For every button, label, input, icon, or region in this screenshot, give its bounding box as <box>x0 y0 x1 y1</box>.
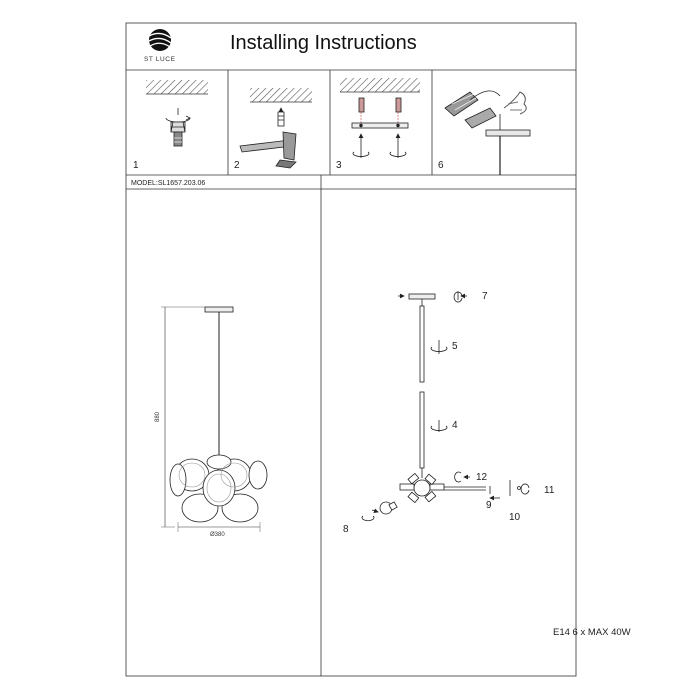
exploded-diagram <box>362 292 529 521</box>
part-label-10: 10 <box>509 512 521 523</box>
part-label-4: 4 <box>452 420 458 431</box>
step-1-panel <box>146 80 208 146</box>
assembled-lamp-diagram <box>161 307 267 532</box>
step-2-panel <box>240 88 312 168</box>
brand-name: ST LUCE <box>144 56 176 63</box>
bulb-icon <box>380 502 397 514</box>
screw-anchor-icon <box>359 98 401 112</box>
hammer-icon <box>240 132 296 168</box>
bulb-spec: E14 6 x MAX 40W <box>553 627 631 638</box>
frame <box>126 23 576 676</box>
part-label-9: 9 <box>486 500 492 511</box>
page-title: Installing Instructions <box>230 32 417 54</box>
screw-anchor-icon <box>278 108 284 126</box>
height-dimension: 880 <box>155 411 162 423</box>
ceiling-hatch-icon <box>340 78 420 92</box>
part-label-11: 11 <box>544 485 555 496</box>
ceiling-hatch-icon <box>146 80 208 94</box>
part-label-12: 12 <box>476 472 488 483</box>
wire-connector-icon <box>465 108 496 128</box>
brand-logo-icon <box>149 29 171 51</box>
mounting-bar-icon <box>352 123 408 128</box>
step-3-panel <box>340 78 420 158</box>
step-number: 1 <box>133 160 139 171</box>
rotate-arrow-icon <box>362 292 529 521</box>
part-label-8: 8 <box>343 524 349 535</box>
step-6-panel <box>445 91 530 175</box>
part-label-7: 7 <box>482 291 488 302</box>
drill-icon <box>166 108 190 146</box>
step-number: 3 <box>336 160 342 171</box>
model-number: MODEL:SL1657.203.06 <box>131 180 206 187</box>
part-label-5: 5 <box>452 341 458 352</box>
wire-connector-icon <box>445 92 478 116</box>
diameter-dimension: Ø380 <box>210 532 225 538</box>
step-number: 6 <box>438 160 444 171</box>
ceiling-hatch-icon <box>250 88 312 102</box>
step-number: 2 <box>234 160 240 171</box>
